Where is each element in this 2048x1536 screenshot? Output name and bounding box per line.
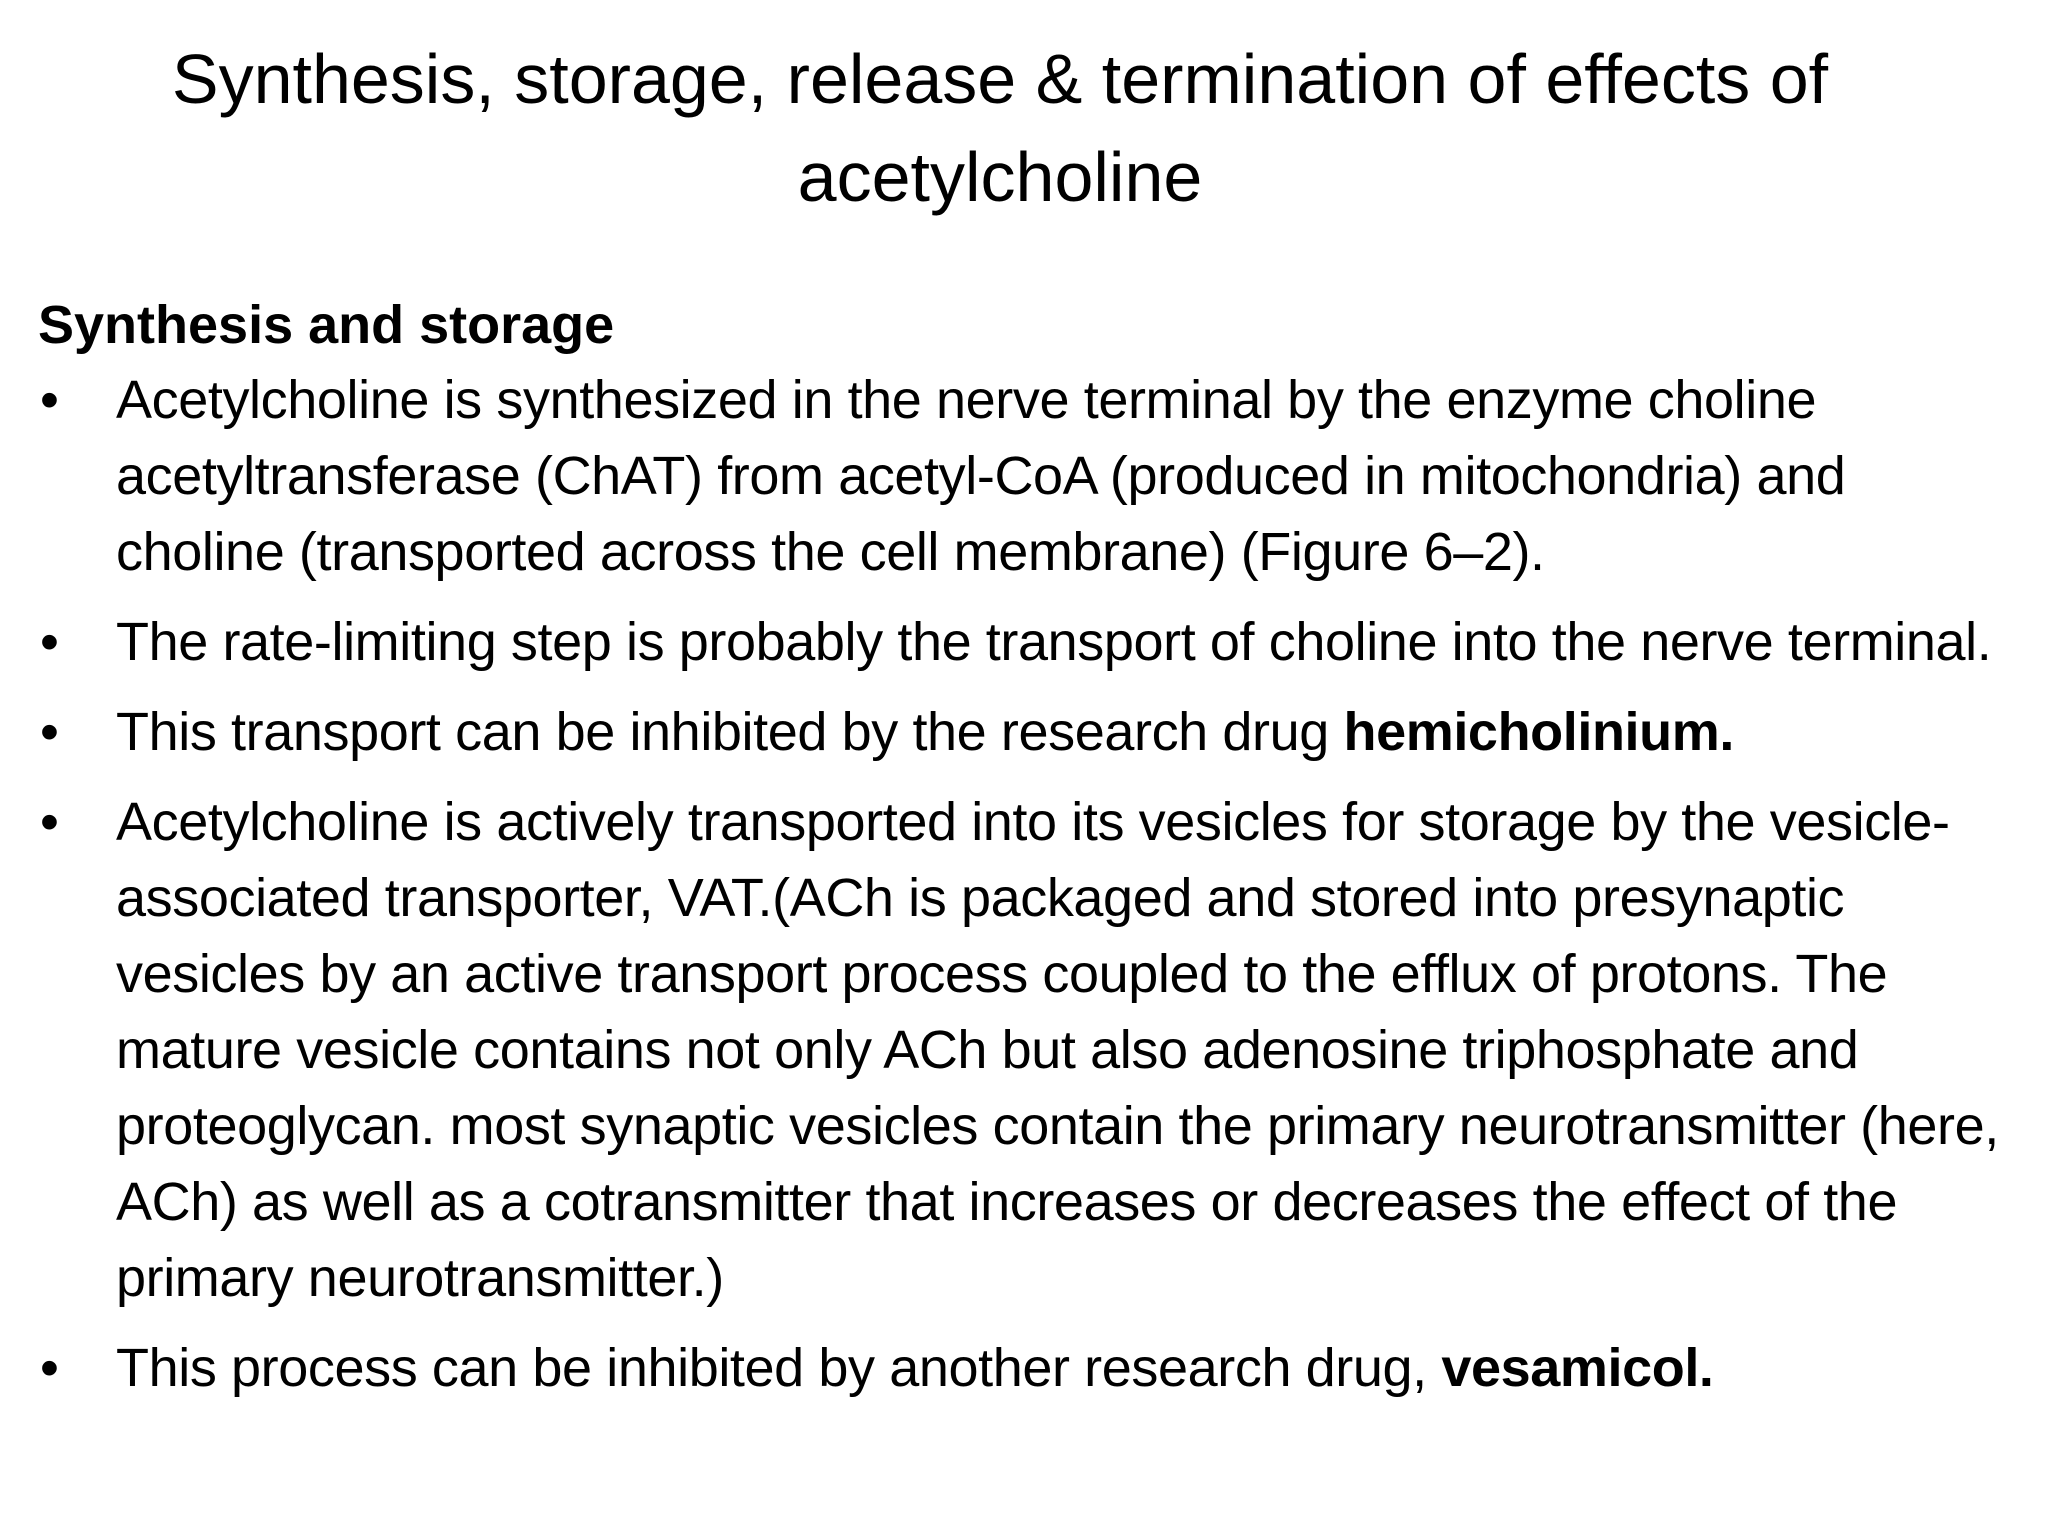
bullet-glyph: • <box>40 612 59 672</box>
bullet-glyph: • <box>40 370 59 430</box>
bullet-item <box>38 694 2018 770</box>
bullet-glyph: • <box>40 792 59 852</box>
drug-name-vesamicol: vesamicol. <box>1441 1338 1714 1398</box>
bullet-text: Acetylcholine is synthesized in the nerve terminal by the enzyme choline acetyltransferase (ChAT) from acetyl-CoA (produced in mitochondria) and choline (transported across the cell membrane) (Figure 6–2). <box>116 370 1846 582</box>
bullet-list <box>38 362 2018 1406</box>
bullet-text: This process can be inhibited by another research drug, <box>116 1338 1442 1398</box>
section-heading: Synthesis and storage <box>38 295 615 355</box>
slide-title: Synthesis, storage, release & termination of effects of acetylcholine <box>171 40 1829 216</box>
bullet-item <box>38 1330 2018 1406</box>
bullet-text: This transport can be inhibited by the research drug <box>116 702 1344 762</box>
bullet-glyph: • <box>40 1338 59 1398</box>
bullet-item <box>38 362 2018 590</box>
bullet-glyph: • <box>40 702 59 762</box>
bullet-item <box>38 604 2018 680</box>
bullet-text: The rate-limiting step is probably the transport of choline into the nerve terminal. <box>116 612 1992 672</box>
bullet-item <box>38 784 2018 1316</box>
drug-name-hemicholinium: hemicholinium. <box>1343 702 1734 762</box>
bullet-text: Acetylcholine is actively transported into its vesicles for storage by the vesicle-associated transporter, VAT.(ACh is packaged and stored into presynaptic vesicles by an active transport process coupled to the efflux of protons. The mature vesicle contains not only ACh but also adenosine triphosphate and proteoglycan. most synaptic vesicles contain the primary neurotransmitter (here, ACh) as well as a cotransmitter that increases or decreases the effect of the primary neurotransmitter.) <box>116 792 1999 1308</box>
slide-body <box>38 290 2018 1420</box>
